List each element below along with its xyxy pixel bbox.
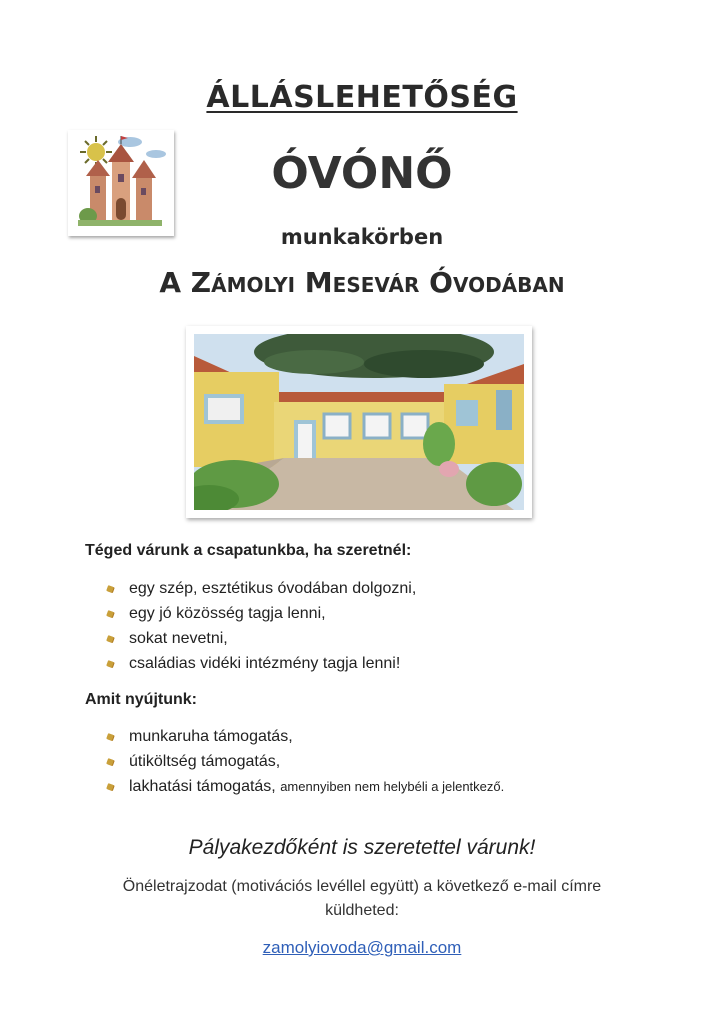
send-instructions: [0, 875, 724, 923]
bullet-icon: [106, 783, 114, 791]
list-item: családias vidéki intézmény tagja lenni!: [105, 651, 416, 676]
list-item: munkaruha támogatás,: [105, 724, 504, 749]
bullet-icon: [106, 585, 114, 593]
kindergarten-photo: [186, 326, 532, 518]
job-subline: munkakörben: [280, 225, 444, 249]
bullet-icon: [106, 610, 114, 618]
wanted-list: [105, 576, 416, 676]
job-position: ÓVÓNŐ: [271, 148, 453, 199]
bullet-icon: [106, 758, 114, 766]
section-heading-offer: Amit nyújtunk:: [85, 691, 197, 708]
email-link[interactable]: zamolyiovoda@gmail.com: [262, 938, 462, 957]
kindergarten-building-photo: [194, 334, 524, 510]
list-item: sokat nevetni,: [105, 626, 416, 651]
school-name: A Zámolyi Mesevár Óvodában: [159, 266, 565, 299]
list-item: egy szép, esztétikus óvodában dolgozni,: [105, 576, 416, 601]
bullet-icon: [106, 660, 114, 668]
send-line-2: küldheted:: [325, 902, 399, 919]
list-item: lakhatási támogatás, amennyiben nem helybéli a jelentkező.: [105, 774, 504, 799]
list-item: egy jó közösség tagja lenni,: [105, 601, 416, 626]
bullet-icon: [106, 635, 114, 643]
list-item: útiköltség támogatás,: [105, 749, 504, 774]
offer-list: [105, 724, 504, 799]
welcome-message: Pályakezdőként is szeretettel várunk!: [188, 836, 536, 859]
send-line-1: Önéletrajzodat (motivációs levéllel együtt) a következő e-mail címre: [122, 878, 602, 895]
section-heading-wanted: Téged várunk a csapatunkba, ha szeretnél:: [85, 542, 412, 559]
bullet-icon: [106, 733, 114, 741]
page-title: ÁLLÁSLEHETŐSÉG: [206, 80, 518, 115]
item-note: amennyiben nem helybéli a jelentkező.: [280, 779, 505, 794]
